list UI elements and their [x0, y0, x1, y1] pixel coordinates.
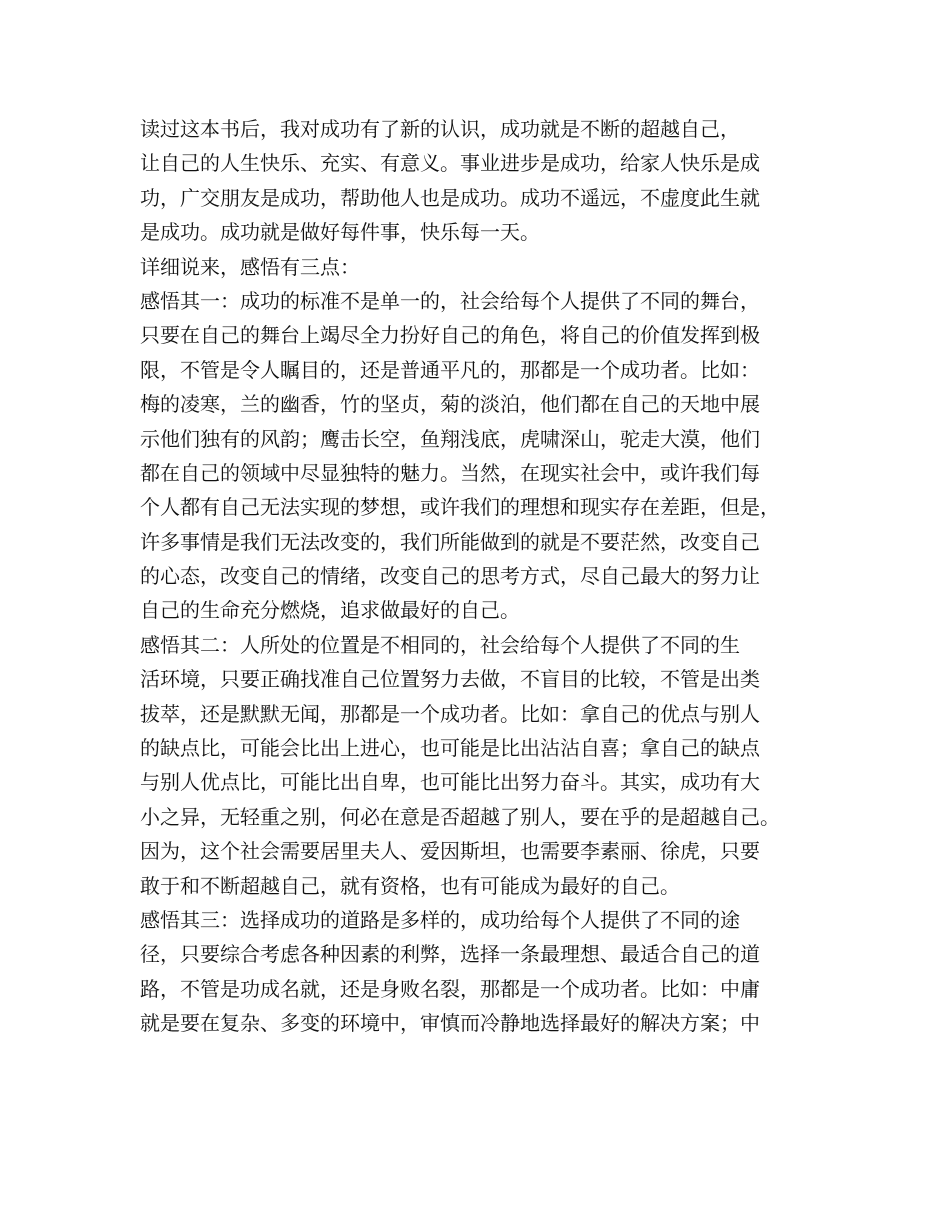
- text-line: 径，只要综合考虑各种因素的利弊，选择一条最理想、最适合自己的道: [140, 942, 760, 967]
- text-line: 路，不管是功成名就，还是身败名裂，那都是一个成功者。比如：中庸: [140, 976, 760, 1001]
- text-line: 详细说来，感悟有三点：: [140, 254, 360, 279]
- text-line: 许多事情是我们无法改变的，我们所能做到的就是不要茫然，改变自己: [140, 529, 760, 554]
- text-line: 限，不管是令人瞩目的，还是普通平凡的，那都是一个成功者。比如：: [140, 357, 760, 382]
- text-line: 让自己的人生快乐、充实、有意义。事业进步是成功，给家人快乐是成: [140, 151, 760, 176]
- text-line: 活环境，只要正确找准自己位置努力去做，不盲目的比较，不管是出类: [140, 667, 760, 692]
- text-line: 读过这本书后，我对成功有了新的认识，成功就是不断的超越自己，: [140, 117, 740, 141]
- text-line: 示他们独有的风韵；鹰击长空，鱼翔浅底，虎啸深山，驼走大漠，他们: [140, 426, 760, 451]
- text-line: 都在自己的领域中尽显独特的魅力。当然，在现实社会中，或许我们每: [140, 460, 760, 485]
- text-line: 的心态，改变自己的情绪，改变自己的思考方式，尽自己最大的努力让: [140, 564, 760, 589]
- text-line: 因为，这个社会需要居里夫人、爱因斯坦，也需要李素丽、徐虎，只要: [140, 839, 760, 864]
- text-line: 拔萃，还是默默无闻，那都是一个成功者。比如：拿自己的优点与别人: [140, 701, 760, 726]
- text-line: 是成功。成功就是做好每件事，快乐每一天。: [140, 220, 540, 245]
- text-line: 功，广交朋友是成功，帮助他人也是成功。成功不遥远，不虚度此生就: [140, 185, 760, 210]
- text-line: 与别人优点比，可能比出自卑，也可能比出努力奋斗。其实，成功有大: [140, 770, 760, 795]
- text-line: 只要在自己的舞台上竭尽全力扮好自己的角色，将自己的价值发挥到极: [140, 323, 760, 348]
- text-line: 敢于和不断超越自己，就有资格，也有可能成为最好的自己。: [140, 873, 680, 898]
- text-line: 感悟其三：选择成功的道路是多样的，成功给每个人提供了不同的途: [140, 907, 740, 932]
- text-line: 感悟其二：人所处的位置是不相同的，社会给每个人提供了不同的生: [140, 632, 740, 657]
- text-line: 梅的凌寒，兰的幽香，竹的坚贞，菊的淡泊，他们都在自己的天地中展: [140, 392, 760, 417]
- text-line: 就是要在复杂、多变的环境中，审慎而冷静地选择最好的解决方案；中: [140, 1011, 760, 1036]
- text-line: 小之异，无轻重之别，何必在意是否超越了别人，要在乎的是超越自己。: [140, 804, 780, 829]
- text-line: 自己的生命充分燃烧，追求做最好的自己。: [140, 598, 520, 623]
- text-line: 感悟其一：成功的标准不是单一的，社会给每个人提供了不同的舞台，: [140, 288, 760, 313]
- text-line: 个人都有自己无法实现的梦想，或许我们的理想和现实存在差距，但是，: [140, 495, 780, 520]
- text-line: 的缺点比，可能会比出上进心，也可能是比出沾沾自喜；拿自己的缺点: [140, 736, 760, 761]
- document-body: [140, 112, 820, 1041]
